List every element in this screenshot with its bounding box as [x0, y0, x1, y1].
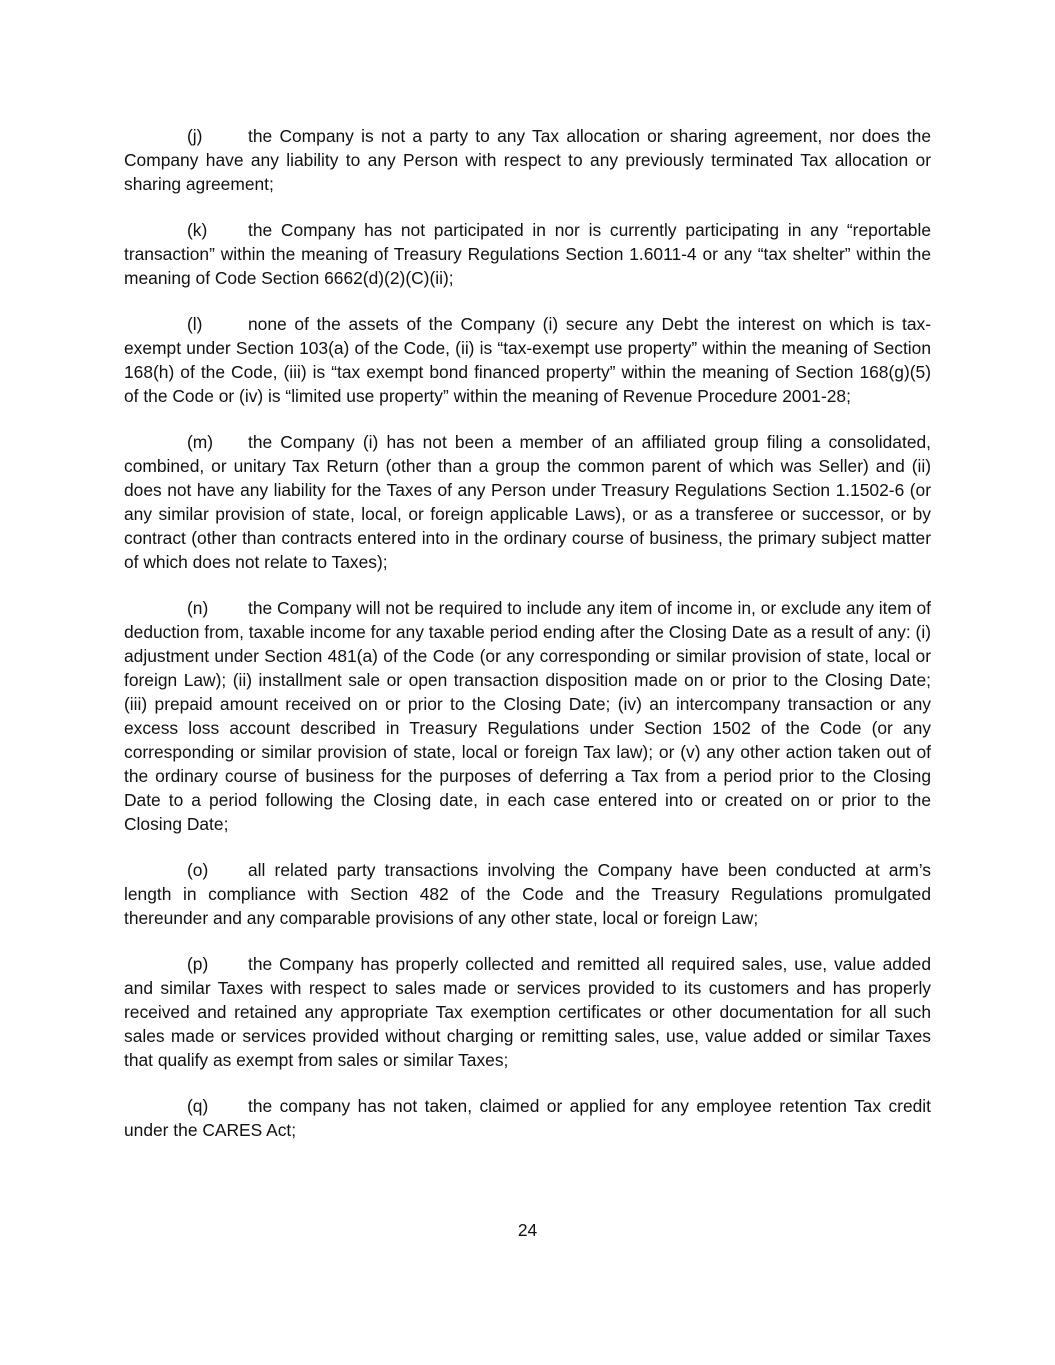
document-body	[124, 124, 931, 1164]
paragraph-text: the Company has not participated in nor is currently participating in any “reportable transaction” within the meaning of Treasury Regulations Section 1.6011-4 or any “tax shelter” within the meaning of Code Section 6662(d)(2)(C)(ii);	[124, 220, 931, 288]
paragraph-q	[124, 1094, 931, 1142]
paragraph-marker: (m)	[187, 432, 214, 452]
paragraph-m	[124, 430, 931, 574]
paragraph-j	[124, 124, 931, 196]
paragraph-n	[124, 596, 931, 836]
paragraph-text: the Company (i) has not been a member of an affiliated group filing a consolidated, combined, or unitary Tax Return (other than a group the common parent of which was Seller) and (ii) does not have any liability for the Taxes of any Person under Treasury Regulations Section 1.1502-6 (or any similar provision of state, local, or foreign applicable Laws), or as a transferee or successor, or by contract (other than contracts entered into in the ordinary course of business, the primary subject matter of which does not relate to Taxes);	[124, 432, 931, 572]
paragraph-marker: (n)	[187, 598, 209, 618]
paragraph-text: the company has not taken, claimed or applied for any employee retention Tax credit under the CARES Act;	[124, 1096, 931, 1140]
paragraph-marker: (j)	[187, 126, 203, 146]
paragraph-k	[124, 218, 931, 290]
paragraph-p	[124, 952, 931, 1072]
paragraph-o	[124, 858, 931, 930]
paragraph-l	[124, 312, 931, 408]
page-number: 24	[517, 1220, 538, 1240]
paragraph-text: the Company has properly collected and remitted all required sales, use, value added and similar Taxes with respect to sales made or services provided to its customers and has properly received and retained any appropriate Tax exemption certificates or other documentation for all such sales made or services provided without charging or remitting sales, use, value added or similar Taxes that qualify as exempt from sales or similar Taxes;	[124, 954, 931, 1070]
paragraph-marker: (p)	[187, 954, 209, 974]
paragraph-marker: (o)	[187, 860, 209, 880]
paragraph-marker: (k)	[187, 220, 208, 240]
paragraph-marker: (l)	[187, 314, 203, 334]
paragraph-text: none of the assets of the Company (i) secure any Debt the interest on which is tax-exempt under Section 103(a) of the Code, (ii) is “tax-exempt use property” within the meaning of Section 168(h) of the Code, (iii) is “tax exempt bond financed property” within the meaning of Section 168(g)(5) of the Code or (iv) is “limited use property” within the meaning of Revenue Procedure 2001-28;	[124, 314, 931, 406]
paragraph-text: all related party transactions involving the Company have been conducted at arm’s length in compliance with Section 482 of the Code and the Treasury Regulations promulgated thereunder and any comparable provisions of any other state, local or foreign Law;	[124, 860, 931, 928]
paragraph-text: the Company will not be required to include any item of income in, or exclude any item of deduction from, taxable income for any taxable period ending after the Closing Date as a result of any: (i) adjustment under Section 481(a) of the Code (or any corresponding or similar provision of state, local or foreign Law); (ii) installment sale or open transaction disposition made on or prior to the Closing Date; (iii) prepaid amount received on or prior to the Closing Date; (iv) an intercompany transaction or any excess loss account described in Treasury Regulations under Section 1502 of the Code (or any corresponding or similar provision of state, local or foreign Tax law); or (v) any other action taken out of the ordinary course of business for the purposes of deferring a Tax from a period prior to the Closing Date to a period following the Closing date, in each case entered into or created on or prior to the Closing Date;	[124, 598, 931, 834]
paragraph-marker: (q)	[187, 1096, 209, 1116]
paragraph-text: the Company is not a party to any Tax allocation or sharing agreement, nor does the Company have any liability to any Person with respect to any previously terminated Tax allocation or sharing agreement;	[124, 126, 931, 194]
